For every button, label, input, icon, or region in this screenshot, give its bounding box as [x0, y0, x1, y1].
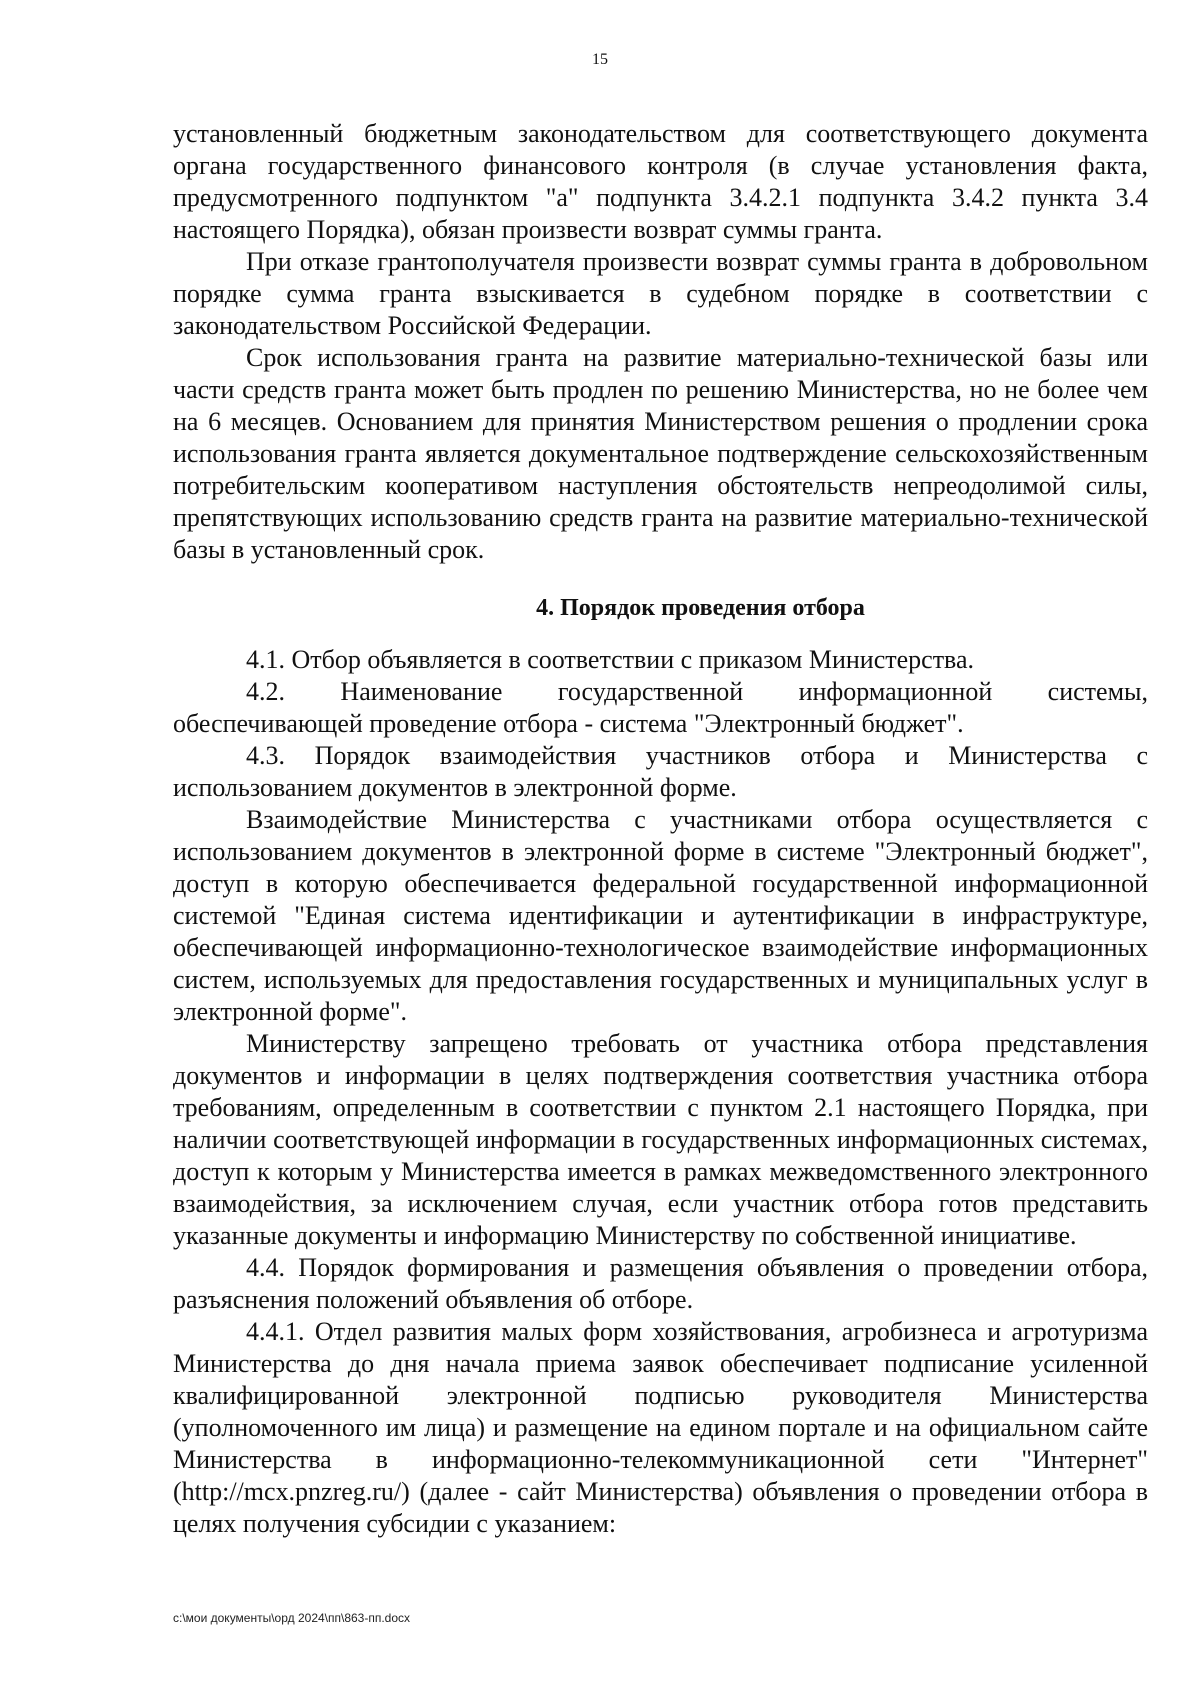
paragraph-4-4-1: 4.4.1. Отдел развития малых форм хозяйствования, агробизнеса и агротуризма Министерства до дня начала приема заявок обеспечивает подписание усиленной квалифицированной электронной подписью руководителя Министерства (уполномоченного им лица) и размещение на едином портале и на официальном сайте Министерства в информационно-телекоммуникационной сети "Интернет" (http://mcx.pnzreg.ru/) (далее - сайт Министерства) объявления о проведении отбора в целях получения субсидии с указанием: [173, 1317, 1148, 1538]
paragraph-interaction: Взаимодействие Министерства с участниками отбора осуществляется с использованием документов в электронной форме в системе "Электронный бюджет", доступ в которую обеспечивается федеральной государственной информационной системой "Единая система идентификации и аутентификации в инфраструктуре, обеспечивающей информационно-технологическое взаимодействие информационных систем, используемых для предоставления государственных и муниципальных услуг в электронной форме". [173, 805, 1148, 1026]
paragraph-grant-term: Срок использования гранта на развитие материально-технической базы или части средств гранта может быть продлен по решению Министерства, но не более чем на 6 месяцев. Основанием для принятия Министерством решения о продлении срока использования гранта является документальное подтверждение сельскохозяйственным потребительским кооперативом наступления обстоятельств непреодолимой силы, препятствующих использованию средств гранта на развитие материально-технической базы в установленный срок. [173, 343, 1148, 564]
paragraph-refusal: При отказе грантополучателя произвести возврат суммы гранта в добровольном порядке сумма гранта взыскивается в судебном порядке в соответствии с законодательством Российской Федерации. [173, 247, 1148, 340]
paragraph-4-1: 4.1. Отбор объявляется в соответствии с приказом Министерства. [246, 645, 975, 674]
paragraph-4-4: 4.4. Порядок формирования и размещения объявления о проведении отбора, разъяснения положений объявления об отборе. [173, 1253, 1148, 1314]
document-body [173, 118, 1148, 1540]
paragraph-4-2: 4.2. Наименование государственной информационной системы, обеспечивающей проведение отбора - система "Электронный бюджет". [173, 677, 1148, 738]
paragraph-prohibition: Министерству запрещено требовать от участника отбора представления документов и информации в целях подтверждения соответствия участника отбора требованиям, определенным в соответствии с пунктом 2.1 настоящего Порядка, при наличии соответствующей информации в государственных информационных системах, доступ к которым у Министерства имеется в рамках межведомственного электронного взаимодействия, за исключением случая, если участник отбора готов представить указанные документы и информацию Министерству по собственной инициативе. [173, 1029, 1148, 1250]
paragraph-4-3: 4.3. Порядок взаимодействия участников отбора и Министерства с использованием документов в электронной форме. [173, 741, 1148, 802]
section-heading: 4. Порядок проведения отбора [536, 595, 865, 621]
footer-file-path: c:\мои документы\орд 2024\пп\863-пп.docx [173, 1611, 411, 1625]
page-number: 15 [592, 51, 608, 68]
paragraph-continuation: установленный бюджетным законодательством для соответствующего документа органа государственного финансового контроля (в случае установления факта, предусмотренного подпунктом "а" подпункта 3.4.2.1 подпункта 3.4.2 пункта 3.4 настоящего Порядка), обязан произвести возврат суммы гранта. [173, 119, 1148, 244]
